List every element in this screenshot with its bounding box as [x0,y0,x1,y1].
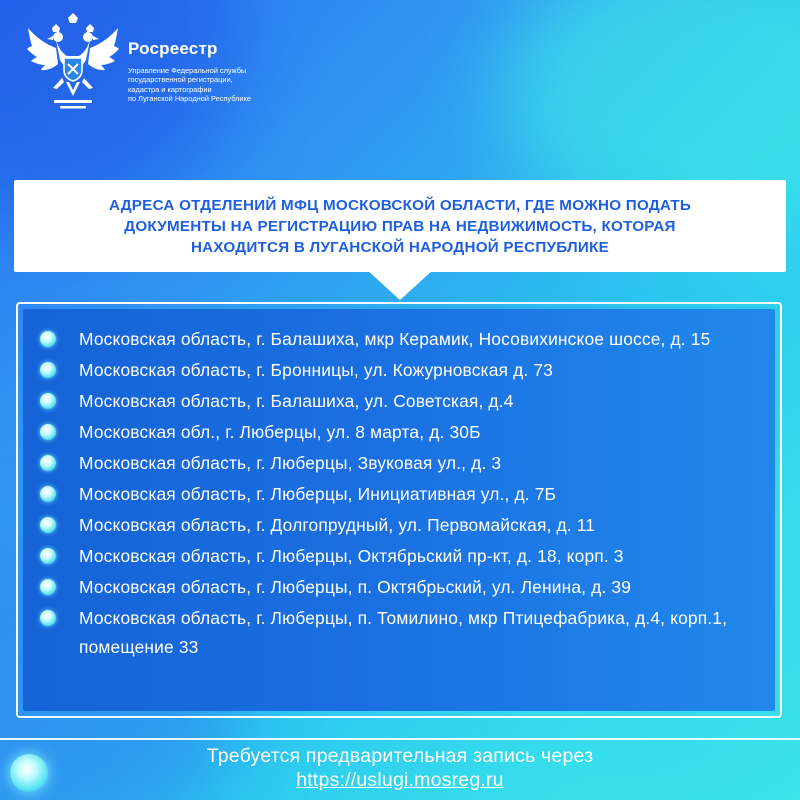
footer-divider [0,738,800,740]
double-headed-eagle-icon [26,12,120,112]
list-item [23,387,775,416]
address-text: Московская область, г. Люберцы, Звуковая ул., д. 3 [79,453,502,473]
list-item [23,604,775,661]
bullet-dot-icon [40,579,56,595]
headline-line: ДОКУМЕНТЫ НА РЕГИСТРАЦИЮ ПРАВ НА НЕДВИЖИМОСТЬ, КОТОРАЯ [124,217,676,235]
bullet-dot-icon [40,393,56,409]
bullet-dot-icon [40,331,56,347]
brand-text [128,39,298,104]
bullet-dot-icon [40,486,56,502]
list-item [23,325,775,354]
list-item [23,542,775,571]
list-item [23,356,775,385]
bullet-dot-icon [40,455,56,471]
headline-banner [14,180,786,272]
brand-header [26,12,298,112]
list-item [23,449,775,478]
address-card [16,302,782,718]
bullet-dot-icon [40,362,56,378]
brand-subtitle-line: по Луганской Народной Республике [128,94,251,104]
address-text: Московская область, г. Балашиха, мкр Керамик, Носовихинское шоссе, д. 15 [79,329,711,349]
headline-text [95,195,705,258]
address-text: Московская область, г. Балашиха, ул. Советская, д.4 [79,391,514,411]
address-text: Московская область, г. Люберцы, п. Октябрьский, ул. Ленина, д. 39 [79,577,632,597]
address-text: Московская область, г. Люберцы, Инициативная ул., д. 7Б [79,484,557,504]
brand-subtitle-line: государственной регистрации, [128,75,233,85]
bullet-dot-icon [40,517,56,533]
bullet-dot-icon [40,548,56,564]
address-text: Московская обл., г. Люберцы, ул. 8 марта, д. 30Б [79,422,481,442]
list-item [23,480,775,509]
list-item [23,418,775,447]
bullet-dot-icon [40,424,56,440]
brand-subtitle [128,66,298,104]
registration-link[interactable]: https://uslugi.mosreg.ru [296,769,504,791]
brand-title: Росреестр [128,39,218,58]
list-item [23,573,775,602]
brand-subtitle-line: Управление Федеральной службы [128,66,247,75]
address-list [23,325,775,661]
address-text: Московская область, г. Люберцы, п. Томилино, мкр Птицефабрика, д.4, корп.1, помещение 33 [79,608,728,657]
address-text: Московская область, г. Долгопрудный, ул. Первомайская, д. 11 [79,515,596,535]
arrow-down-icon [367,270,433,300]
brand-subtitle-line: кадастра и картографии [128,84,212,94]
headline-line: НАХОДИТСЯ В ЛУГАНСКОЙ НАРОДНОЙ РЕСПУБЛИКЕ [190,238,610,256]
footer-note: Требуется предварительная запись через [206,745,594,767]
headline-line: АДРЕСА ОТДЕЛЕНИЙ МФЦ МОСКОВСКОЙ ОБЛАСТИ, ГДЕ МОЖНО ПОДАТЬ [108,196,692,214]
address-text: Московская область, г. Люберцы, Октябрьский пр-кт, д. 18, корп. 3 [79,546,624,566]
footer [0,744,800,792]
address-text: Московская область, г. Бронницы, ул. Кожурновская д. 73 [79,360,553,380]
bullet-dot-icon [40,610,56,626]
list-item [23,511,775,540]
address-card-body [23,309,775,711]
